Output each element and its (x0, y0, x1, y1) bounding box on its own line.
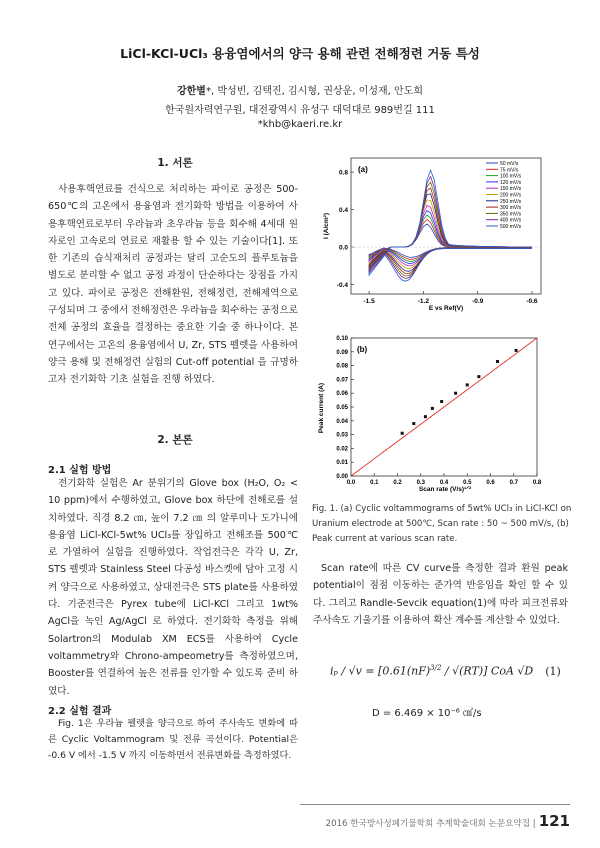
cv-panel-label: (a) (358, 165, 368, 174)
peak-panel-label: (b) (357, 345, 368, 354)
cv-y-axis-label: I (A/cm²) (323, 213, 330, 239)
page-number: 121 (538, 812, 570, 830)
equation-rhs: / √(RT)] CoA √D (441, 664, 534, 678)
page-footer (300, 812, 570, 830)
footer-separator: | (532, 819, 536, 829)
cv-chart (320, 150, 545, 315)
cv-legend-label: 150 mV/s (500, 186, 522, 193)
peak-y-tick-label: 0.07 (336, 377, 348, 384)
cv-legend-label: 120 mV/s (500, 179, 522, 186)
figure-caption: Fig. 1. (a) Cyclic voltammograms of 5wt% UCl₃ in LiCl-KCl on Uranium electrode at 500℃, Scan rate : 50 ~ 500 mV/s, (b) Peak current at various scan rate. (312, 504, 572, 544)
cv-x-tick-label: -0.9 (472, 298, 484, 305)
subsection-heading-results: 2.2 실험 결과 (48, 706, 112, 717)
peak-y-tick-label: 0.02 (336, 446, 348, 453)
peak-x-tick-label: 0.6 (486, 480, 495, 486)
cv-x-axis-label: E vs Ref(V) (428, 305, 464, 312)
corresponding-marker: * (205, 86, 211, 97)
cv-y-tick-label: 0.4 (338, 206, 348, 214)
peak-x-tick-label: 0.5 (463, 480, 472, 486)
cv-legend-label: 100 mV/s (500, 173, 522, 180)
peak-data-point (424, 415, 427, 418)
peak-y-tick-label: 0.08 (336, 363, 348, 370)
peak-x-axis-label: Scan rate (V/s)¹ᐟ² (418, 486, 472, 493)
equation-lhs: iₚ / √v = [0.61(nF) (330, 664, 431, 678)
results-discussion-paragraph: Scan rate에 따른 CV curve를 측정한 결과 환원 peak potential이 점점 이동하는 준가역 반응임을 확인 할 수 있다. 그리고 Randle-Sevcik equation(1)에 따라 피크전류와 주사속도 기울기를 이용하여 확산 계수를 계산할 수 있었다. (313, 563, 568, 626)
lead-author: 강한별 (176, 86, 206, 97)
cv-y-tick-label: 0.8 (338, 169, 348, 177)
email[interactable]: *khb@kaeri.re.kr (257, 119, 343, 130)
peak-y-axis-label: Peak current (A) (318, 382, 325, 434)
cv-y-tick-label: 0.0 (338, 244, 348, 252)
author-list (0, 82, 600, 97)
introduction-paragraph: 사용후핵연료를 건식으로 처리하는 파이로 공정은 500-650℃의 고온에서 용융염과 전기화학 방법을 이용하여 사용후핵연료로부터 우라늄과 초우라늄 등을 회수해 4세대 원자로인 고속로의 연료로 재활용 할 수 있는 기술이다[1]. 또한 기존의 습식재처리 공정과는 달리 고순도의 플루토늄을 별도로 분리할 수 없고 공정 과정이 단순하다는 장점을 가지고 있다. 파이로 공정은 전해환원, 전해정련, 전해제역으로 구성되며 그 중에서 전해정련은 우라늄을 회수하는 공정으로 전체 공정의 효율을 결정하는 중요한 기술 중 하나이다. 본 연구에서는 고온의 용융염에서 U, Zr, STS 펠렛을 사용하여 양극 용해 및 전해정련 실험의 Cut-off potential 을 규명하고자 전기화학 기초 실험을 진행 하였다. (48, 184, 298, 386)
section-heading-body: 2. 본론 (157, 434, 193, 446)
co-authors: , 박성빈, 김택진, 김시형, 권상운, 이성재, 안도희 (210, 86, 423, 97)
peak-data-point (454, 392, 457, 395)
peak-y-tick-label: 0.10 (336, 336, 348, 342)
peak-data-point (477, 375, 480, 378)
peak-x-tick-label: 0.3 (416, 480, 425, 486)
peak-x-tick-label: 0.0 (346, 480, 356, 486)
equation-number: (1) (545, 664, 561, 678)
peak-y-tick-label: 0.05 (336, 405, 348, 411)
cv-legend-label: 75 mV/s (500, 167, 519, 174)
randles-sevcik-equation (330, 664, 561, 678)
peak-current-chart (315, 332, 545, 494)
affiliation: 한국원자력연구원, 대전광역시 유성구 대덕대로 989번길 111 (165, 105, 435, 116)
peak-y-tick-label: 0.01 (336, 460, 348, 467)
peak-data-point (496, 360, 499, 363)
footer-rule (300, 804, 570, 805)
cv-legend-label: 350 mV/s (500, 211, 522, 218)
peak-y-tick-label: 0.03 (336, 432, 348, 439)
cv-x-tick-label: -1.2 (417, 298, 429, 305)
peak-data-point (412, 422, 415, 425)
method-paragraph: 전기화학 실험은 Ar 분위기의 Glove box (H₂O, O₂ < 10 ppm)에서 수행하였고, Glove box 하단에 전해로를 설치하였다. 직경 8.2 ㎝, 높이 7.2 ㎝ 의 알루미나 도가니에 용융염 LiCl-KCl-5wt% UCl₃를 장입하고 전해조를 500℃ 로 가열하여 실험을 진행하였다. 작업전극은 각각 U, Zr, STS 펠렛과 Stainless Steel 다공성 바스켓에 담아 고정 시켜 양극으로 사용하였고, 상대전극은 STS plate를 사용하였다. 기준전극은 Pyrex tube에 LiCl-KCl 그리고 1wt% AgCl을 녹인 Ag/AgCl 로 하였다. 전기화학 측정을 위해 Solartron의 Modulab XM ECS를 사용하여 Cycle voltammetry와 Chrono-ampeometry를 측정하였으며, Booster를 연결하여 높은 전류를 인가할 수 있도록 준비 하였다. (48, 478, 298, 697)
cv-legend-label: 300 mV/s (500, 205, 522, 212)
peak-data-point (440, 400, 443, 403)
subsection-heading-method: 2.1 실험 방법 (48, 465, 112, 476)
cv-legend-label: 50 mV/s (500, 161, 519, 167)
peak-x-tick-label: 0.7 (509, 480, 518, 486)
cv-legend-label: 250 mV/s (500, 198, 522, 205)
peak-y-tick-label: 0.04 (336, 418, 348, 425)
footer-text: 2016 한국방사성폐기물학회 추계학술대회 논문요약집 (325, 819, 531, 829)
cv-legend-label: 400 mV/s (500, 217, 522, 224)
cv-legend-label: 200 mV/s (500, 192, 522, 199)
peak-y-tick-label: 0.06 (336, 391, 348, 398)
peak-x-tick-label: 0.4 (439, 480, 449, 486)
cv-legend-label: 500 mV/s (500, 224, 522, 230)
peak-data-point (515, 349, 518, 352)
paper-title: LiCl-KCl-UCl₃ 용융염에서의 양극 용해 관련 전해정련 거동 특성 (120, 46, 480, 61)
peak-y-tick-label: 0.00 (336, 474, 348, 480)
peak-x-tick-label: 0.2 (393, 480, 402, 486)
peak-y-tick-label: 0.09 (336, 349, 348, 356)
peak-data-point (466, 383, 469, 386)
results-paragraph: Fig. 1은 우라늄 펠렛을 양극으로 하여 주사속도 변화에 따른 Cyclic Voltammogram 및 전류 곡선이다. Potential은 -0.6 V 에서 -1.5 V 까지 이동하면서 전류변화를 측정하였다. (48, 718, 298, 761)
diffusion-coefficient-value: D = 6.469 × 10⁻⁶ ㎠/s (372, 708, 482, 719)
cv-x-tick-label: -0.6 (526, 298, 538, 305)
peak-fit-line (351, 338, 537, 476)
peak-data-point (431, 407, 434, 410)
section-heading-introduction: 1. 서론 (157, 157, 193, 169)
cv-y-tick-label: -0.4 (336, 281, 348, 289)
cv-x-tick-label: -1.5 (363, 298, 375, 305)
peak-x-tick-label: 0.8 (532, 480, 542, 486)
peak-x-tick-label: 0.1 (370, 480, 379, 486)
equation-exponent: 3/2 (430, 664, 442, 672)
peak-data-point (401, 432, 404, 435)
